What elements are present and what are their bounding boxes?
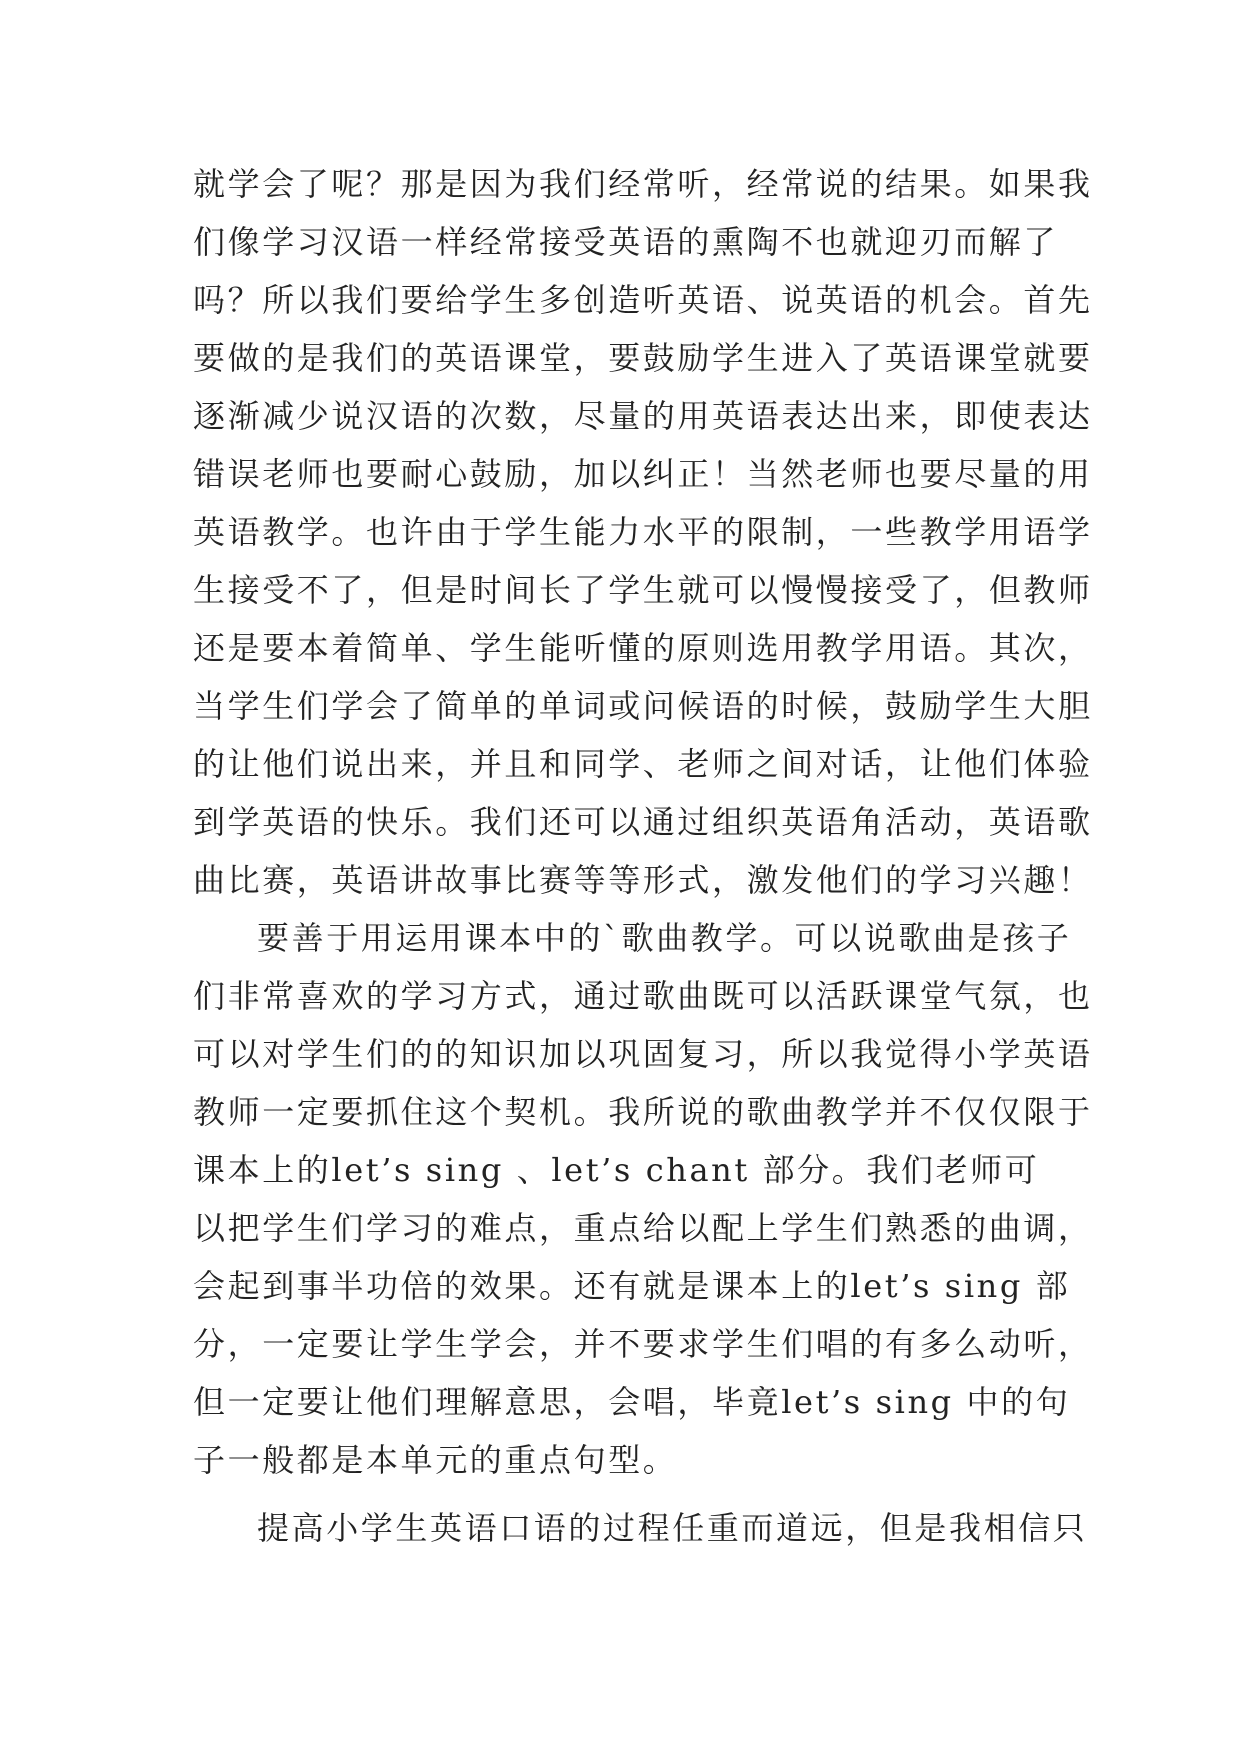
text-line: 错误老师也要耐心鼓励，加以纠正！当然老师也要尽量的用 — [193, 455, 1093, 493]
text-line: 可以对学生们的的知识加以巩固复习，所以我觉得小学英语 — [193, 1035, 1093, 1073]
text-line: 课本上的let’s sing 、let’s chant 部分。我们老师可 — [193, 1151, 1040, 1189]
body-text — [193, 155, 1093, 1557]
text-line: 就学会了呢？那是因为我们经常听，经常说的结果。如果我 — [193, 165, 1093, 203]
text-line: 英语教学。也许由于学生能力水平的限制，一些教学用语学 — [193, 513, 1093, 551]
text-line: 还是要本着简单、学生能听懂的原则选用教学用语。其次， — [193, 629, 1093, 667]
paragraph-first-line: 要善于用运用课本中的`歌曲教学。可以说歌曲是孩子 — [257, 919, 1072, 957]
text-line: 分，一定要让学生学会，并不要求学生们唱的有多么动听， — [193, 1325, 1093, 1363]
text-line: 到学英语的快乐。我们还可以通过组织英语角活动，英语歌 — [193, 803, 1093, 841]
text-line: 教师一定要抓住这个契机。我所说的歌曲教学并不仅仅限于 — [193, 1093, 1093, 1131]
text-line: 们非常喜欢的学习方式，通过歌曲既可以活跃课堂气氛，也 — [193, 977, 1093, 1015]
text-line: 的让他们说出来，并且和同学、老师之间对话，让他们体验 — [193, 745, 1093, 783]
text-line: 们像学习汉语一样经常接受英语的熏陶不也就迎刃而解了 — [193, 223, 1059, 261]
paragraph-first-line: 提高小学生英语口语的过程任重而道远，但是我相信只 — [257, 1509, 1088, 1547]
text-line: 当学生们学会了简单的单词或问候语的时候，鼓励学生大胆 — [193, 687, 1093, 725]
text-line: 子一般都是本单元的重点句型。 — [193, 1441, 678, 1479]
text-line: 以把学生们学习的难点，重点给以配上学生们熟悉的曲调， — [193, 1209, 1093, 1247]
text-line: 但一定要让他们理解意思，会唱，毕竟let’s sing 中的句 — [193, 1383, 1071, 1421]
text-line: 逐渐减少说汉语的次数，尽量的用英语表达出来，即使表达 — [193, 397, 1093, 435]
paragraph-gap — [193, 1489, 1073, 1499]
text-line: 生接受不了，但是时间长了学生就可以慢慢接受了，但教师 — [193, 571, 1093, 609]
text-line: 吗？所以我们要给学生多创造听英语、说英语的机会。首先 — [193, 281, 1093, 319]
text-line: 要做的是我们的英语课堂，要鼓励学生进入了英语课堂就要 — [193, 339, 1093, 377]
text-line: 会起到事半功倍的效果。还有就是课本上的let’s sing 部 — [193, 1267, 1071, 1305]
text-line: 曲比赛，英语讲故事比赛等等形式，激发他们的学习兴趣！ — [193, 861, 1093, 899]
